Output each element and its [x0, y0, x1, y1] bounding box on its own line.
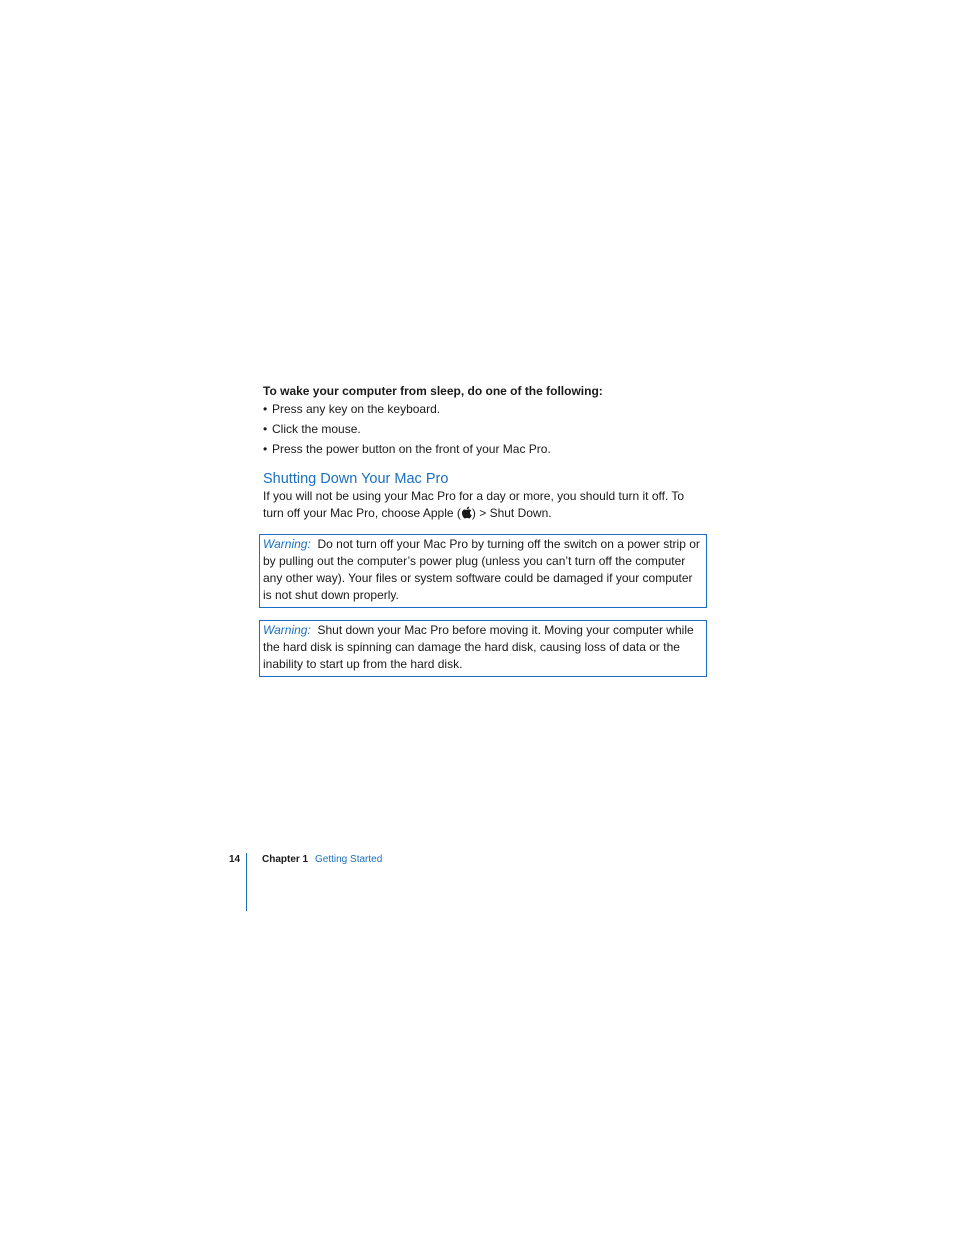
bullet-icon: • — [263, 422, 268, 436]
list-item — [263, 441, 708, 458]
warning-box — [259, 534, 707, 608]
warning-box — [259, 620, 707, 677]
footer-divider — [246, 853, 247, 911]
section-heading: Shutting Down Your Mac Pro — [263, 471, 449, 487]
list-item-text: Press the power button on the front of your Mac Pro. — [272, 442, 551, 456]
chapter-label: Chapter 1 — [262, 854, 309, 865]
warning-label: Warning: — [263, 537, 311, 551]
section-body-text-2: ) > Shut Down. — [471, 506, 552, 520]
section-body-text-1: If you will not be using your Mac Pro for a day or more, you should turn it off. To turn off your Mac Pro, choose Apple ( — [263, 489, 685, 520]
bullet-icon: • — [263, 442, 268, 456]
list-item — [263, 401, 708, 418]
list-item-text: Click the mouse. — [272, 422, 361, 436]
list-item-text: Press any key on the keyboard. — [272, 402, 441, 416]
bullet-list — [263, 401, 708, 458]
apple-icon — [461, 506, 472, 519]
lead-instruction: To wake your computer from sleep, do one of the following: — [263, 384, 603, 398]
chapter-title: Getting Started — [315, 854, 383, 865]
bullet-icon: • — [263, 402, 268, 416]
page-number: 14 — [229, 854, 241, 865]
warning-text: Do not turn off your Mac Pro by turning off the switch on a power strip or by pulling out the computer’s power plug (unless you can’t turn off the computer any other way). Your files or system software could be damaged if your computer is not shut down properly. — [263, 537, 700, 602]
page-content — [263, 383, 708, 677]
section-body — [263, 488, 708, 522]
warning-text: Shut down your Mac Pro before moving it. Moving your computer while the hard disk is spinning can damage the hard disk, causing loss of data or the inability to start up from the hard disk. — [263, 623, 694, 671]
list-item — [263, 421, 708, 438]
warning-label: Warning: — [263, 623, 311, 637]
